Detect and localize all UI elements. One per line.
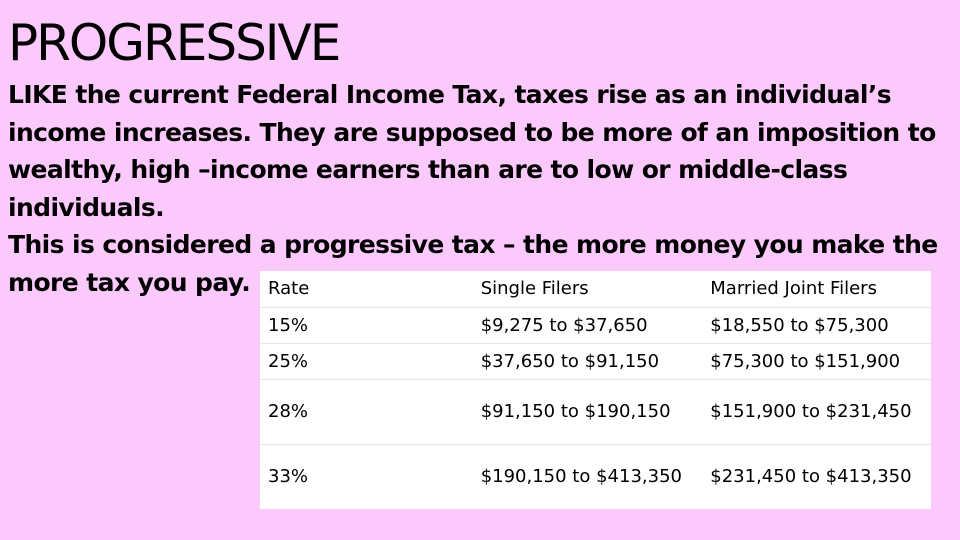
table-row — [260, 379, 931, 444]
single-filers-cell: $91,150 to $190,150 — [480, 401, 671, 422]
body-paragraph: LIKE the current Federal Income Tax, taxes rise as an individual’s income increases. They are supposed to be more of an imposition to wealthy, high –income earners than are to low or middle-class individuals. — [8, 80, 936, 222]
header-rate: Rate — [268, 278, 310, 300]
rate-cell: 28% — [268, 401, 309, 422]
body-paragraph: This is considered a progressive tax – the more money you make the more tax you pay. — [8, 230, 938, 297]
slide-body — [8, 76, 953, 301]
married-filers-cell: $231,450 to $413,350 — [710, 466, 912, 488]
table-row — [260, 307, 931, 343]
slide-title: PROGRESSIVE — [8, 14, 340, 72]
table-row — [260, 343, 931, 379]
rate-cell: 25% — [268, 350, 309, 372]
header-married-joint-filers: Married Joint Filers — [710, 278, 877, 300]
header-single-filers: Single Filers — [480, 278, 589, 300]
tax-bracket-table — [260, 271, 931, 509]
single-filers-cell: $9,275 to $37,650 — [480, 314, 648, 336]
married-filers-cell: $18,550 to $75,300 — [710, 314, 889, 336]
table-row — [260, 444, 931, 509]
single-filers-cell: $37,650 to $91,150 — [480, 350, 660, 372]
table-header-row — [260, 271, 931, 307]
rate-cell: 15% — [268, 314, 309, 336]
married-filers-cell: $75,300 to $151,900 — [710, 350, 901, 372]
single-filers-cell: $190,150 to $413,350 — [480, 466, 682, 488]
rate-cell: 33% — [268, 466, 309, 488]
married-filers-cell: $151,900 to $231,450 — [710, 401, 912, 422]
